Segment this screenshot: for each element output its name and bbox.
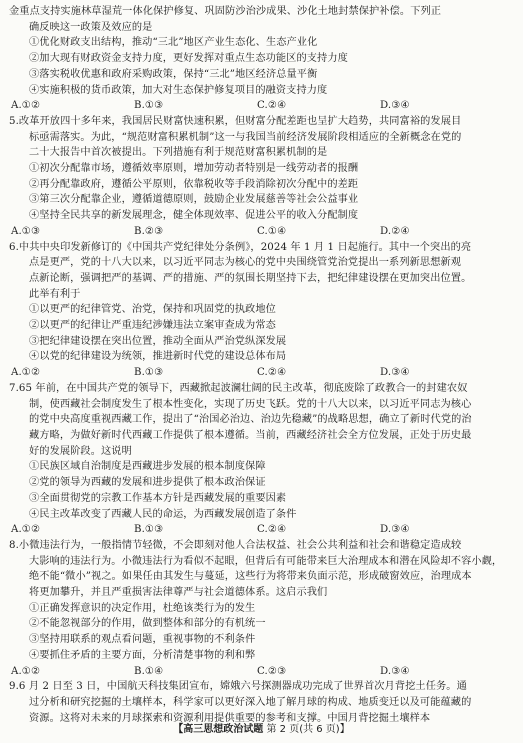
choice-b[interactable]: B.①③ (134, 100, 164, 112)
question-line: 好的发展阶段。这说明 (29, 445, 132, 457)
option-item: ②加大现有财政资金支持力度，更好发挥对重点生态功能区的支持力度 (29, 53, 348, 65)
question-line: 的党中央高度重视西藏工作，提出了“治国必治边、治边先稳藏”的战略思想，确立了新时代党的治 (29, 414, 472, 426)
question-line: 6.中共中央印发新修订的《中国共产党纪律处分条例》，2024 年 1 月 1 日起施行。其中一个突出的亮 (9, 241, 472, 253)
option-item: ②以更严的纪律让严重违纪涉嫌违法立案审查成为常态 (29, 320, 276, 332)
question-line: 二十大报告中首次被提出。下列措施有利于规范财富积累机制的是 (29, 147, 328, 159)
question-line: 标亟需落实。为此，“规范财富积累机制”这一与我国当前经济发展阶段相适应的全新概念在党的 (29, 131, 462, 143)
choice-b[interactable]: B.①④ (134, 665, 164, 677)
choice-b[interactable]: B.①③ (134, 524, 164, 536)
option-item: ④以党的纪律建设为统领，推进新时代党的建设总体布局 (29, 351, 287, 363)
choice-a[interactable]: A.①② (11, 100, 41, 112)
choice-d[interactable]: D.③④ (380, 367, 410, 379)
option-item: ①以更严的纪律管党、治党，保持和巩固党的执政地位 (29, 304, 276, 316)
choice-b[interactable]: B.①③ (134, 367, 164, 379)
question-5 (9, 114, 514, 240)
option-item: ①民族区域自治制度是西藏进步发展的根本制度保障 (29, 461, 266, 473)
option-item: ②不能忽视部分的作用，做到整体和部分的有机统一 (29, 618, 266, 630)
option-item: ②再分配靠政府，遵循公平原则，依靠税收等手段消除初次分配中的差距 (29, 178, 359, 190)
question-line: 9.6 月 2 日至 3 日，中国航天科技集团宣布，嫦娥六号探测器成功完成了世界首次月背挖土任务。通 (9, 681, 467, 693)
choice-a[interactable]: A.①② (11, 665, 41, 677)
page-footer (0, 723, 523, 737)
option-item: ①初次分配靠市场，遵循效率原则，增加劳动者特别是一线劳动者的报酬 (29, 163, 359, 175)
choice-c[interactable]: C.②④ (257, 367, 287, 379)
question-line: 点新论断，强调把严的基调、严的措施、严的氛围长期坚持下去，把纪律建设摆在更加突出位置。 (29, 272, 472, 284)
choice-c[interactable]: C.②④ (257, 524, 287, 536)
question-line: 绝不能“微小”视之。如果任由其发生与蔓延，这些行为将带来负面示范，形成破窗效应，治理成本 (29, 571, 472, 583)
option-item: ①正确发挥意识的决定作用，杜绝该类行为的发生 (29, 602, 256, 614)
choice-c[interactable]: C.②④ (257, 100, 287, 112)
question-9 (9, 679, 514, 726)
intro-line: 确反映这一政策及效应的是 (29, 21, 153, 33)
choice-a[interactable]: A.①② (11, 367, 41, 379)
option-item: ④要抓住矛盾的主要方面，分析清楚事物的利和弊 (29, 649, 256, 661)
choice-b[interactable]: B.②③ (134, 225, 164, 237)
choice-d[interactable]: D.③④ (380, 100, 410, 112)
question-line: 资源。这将对未来的月球探索和资源利用提供重要的参考和支撑。中国月背挖掘土壤样本 (29, 712, 431, 724)
question-line: 大影响的违法行为。小微违法行为看似不起眼，但背后有可能带来巨大治理成本和潜在风险却不容小觑， (29, 555, 503, 567)
question-line: 藏方略，为做好新时代西藏工作提供了根本遵循。当前，西藏经济社会全方位发展，正处于历史最 (29, 429, 472, 441)
option-item: ③第三次分配靠企业，遵循道德原则，鼓励企业发展慈善等社会公益事业 (29, 194, 359, 206)
answer-choices (9, 522, 514, 538)
choice-d[interactable]: D.③④ (380, 524, 410, 536)
option-item: ③把纪律建设摆在突出位置，推动全面从严治党纵深发展 (29, 335, 287, 347)
question-6 (9, 240, 514, 381)
option-item: ①优化财政支出结构，推动“三北”地区产业生态化、生态产业化 (29, 37, 318, 49)
intro-block (9, 4, 514, 35)
answer-choices (9, 98, 514, 114)
question-line: 将更加攀升，并且严重损害法律尊严与社会道德体系。这启示我们 (29, 587, 328, 599)
footer-title: 【高三思想政治试题 (173, 724, 264, 735)
choice-a[interactable]: A.①③ (11, 225, 41, 237)
option-item: ④坚持全民共享的新发展理念，健全体现效率、促进公平的收入分配制度 (29, 210, 359, 222)
option-item: ④实施积极的货币政策，加大对生态保护修复项目的融资支持力度 (29, 84, 328, 96)
question-7 (9, 381, 514, 538)
option-item: ③坚持用联系的观点看问题，重视事物的不利条件 (29, 634, 256, 646)
footer-page-number: 第 2 页(共 6 页)】 (266, 724, 350, 735)
answer-choices (9, 365, 514, 381)
question-line: 点是更严，党的十八大以来，以习近平同志为核心的党中央围绕管党治党提出一系列新思想新观 (29, 257, 462, 269)
option-item: ③全面贯彻党的宗教工作基本方针是西藏发展的重要因素 (29, 492, 287, 504)
choice-d[interactable]: D.②④ (380, 225, 410, 237)
option-item: ④民主改革改变了西藏人民的命运，为西藏发展创造了条件 (29, 508, 297, 520)
intro-line: 金重点支持实施林草湿荒一体化保护修复、巩固防沙治沙成果、沙化土地封禁保护补偿。下列正 (9, 6, 442, 17)
question-line: 此举有利于 (29, 288, 81, 300)
option-item: ③落实税收优惠和政府采购政策，保持“三北”地区经济总量平衡 (29, 68, 318, 80)
question-line: 5.改革开放四十多年来，我国居民财富快速积累，但财富分配差距也呈扩大趋势，共同富裕的发展目 (9, 115, 462, 127)
choice-c[interactable]: C.①④ (257, 225, 287, 237)
question-line: 8.小微违法行为，一般指情节轻微，不会即刻对他人合法权益、社会公共利益和社会和谐稳定造成较 (9, 539, 462, 551)
choice-a[interactable]: A.①② (11, 524, 41, 536)
question-line: 过分析和研究挖掘的土壤样本，科学家可以更好深入地了解月球的构成、地质变迁以及可能蕴藏的 (29, 696, 472, 708)
question-8 (9, 538, 514, 679)
question-line: 制，使西藏社会制度发生了根本性变化，实现了历史飞跃。党的十八大以来，以习近平同志为核心 (29, 398, 472, 410)
answer-choices (9, 664, 514, 680)
question-line: 7.65 年前，在中国共产党的领导下，西藏掀起波澜壮阔的民主改革，彻底废除了政教合一的封建农奴 (9, 382, 468, 394)
choice-c[interactable]: C.②③ (257, 665, 287, 677)
choice-d[interactable]: D.③④ (380, 665, 410, 677)
question-4-options (9, 35, 514, 114)
answer-choices (9, 224, 514, 240)
option-item: ②党的领导为西藏的发展和进步提供了根本政治保证 (29, 477, 266, 489)
